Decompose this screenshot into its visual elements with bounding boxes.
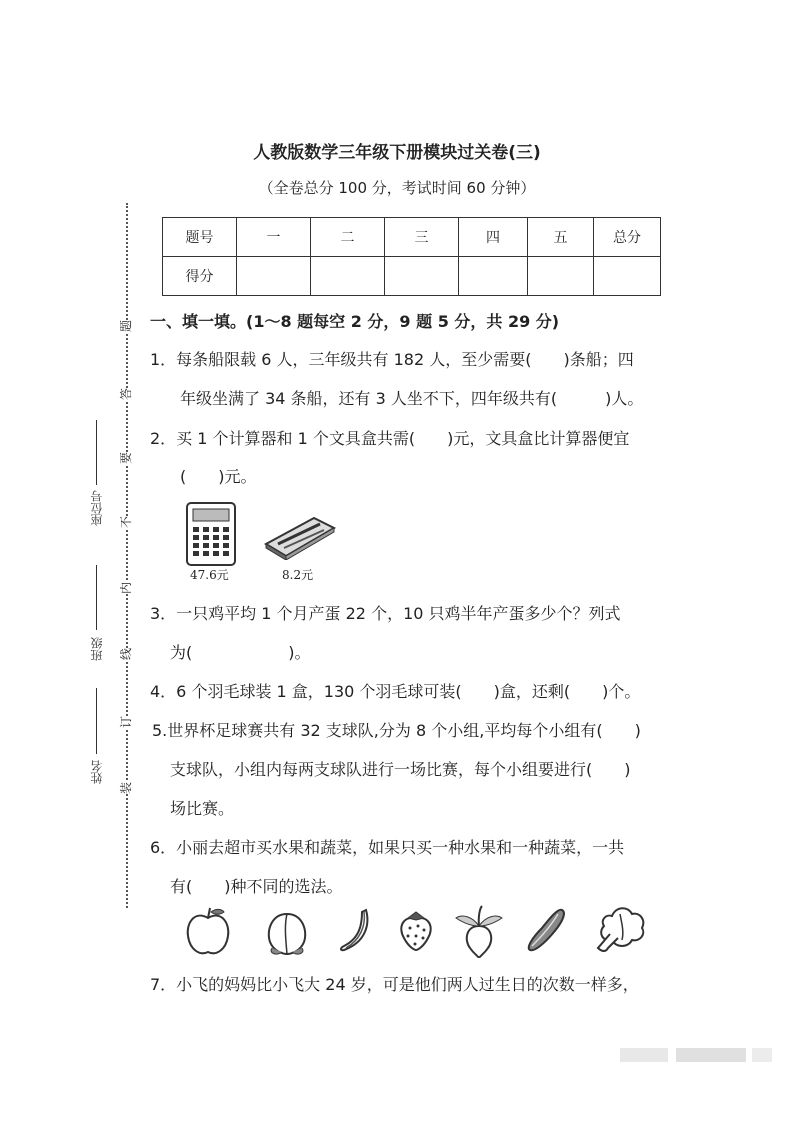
question-4-line-1: 4．6 个羽毛球装 1 盒，130 个羽毛球可装( )盒，还剩( )个。 xyxy=(150,682,641,701)
watermark-block xyxy=(676,1048,746,1062)
question-6-line-1: 6．小丽去超市买水果和蔬菜，如果只买一种水果和一种蔬菜，一共 xyxy=(150,838,625,857)
seal-char: 内 xyxy=(119,581,134,595)
calculator-icon xyxy=(186,502,236,566)
question-2-line-1: 2．买 1 个计算器和 1 个文具盒共需( )元，文具盒比计算器便宜 xyxy=(150,429,630,448)
banana-icon xyxy=(338,908,372,954)
score-cell: 五 xyxy=(528,218,594,257)
score-cell: 得分 xyxy=(163,257,237,296)
pencil-box-price: 8.2元 xyxy=(282,568,314,582)
binding-dotted-line xyxy=(126,203,128,908)
strawberry-icon xyxy=(396,908,436,952)
seal-char: 订 xyxy=(119,715,134,729)
question-3-line-1: 3．一只鸡平均 1 个月产蛋 22 个，10 只鸡半年产蛋多少个？列式 xyxy=(150,604,621,623)
score-table-score-row xyxy=(163,257,661,296)
name-field[interactable] xyxy=(96,688,97,754)
score-input-cell[interactable] xyxy=(459,257,528,296)
score-cell: 三 xyxy=(385,218,459,257)
score-table xyxy=(162,217,661,296)
question-7-line-1: 7．小飞的妈妈比小飞大 24 岁，可是他们两人过生日的次数一样多， xyxy=(150,975,639,994)
cucumber-icon xyxy=(524,906,568,954)
seal-char: 答 xyxy=(119,387,134,401)
page-subtitle: （全卷总分 100 分，考试时间 60 分钟） xyxy=(258,179,536,197)
class-field[interactable] xyxy=(96,565,97,630)
pencil-box-icon xyxy=(262,514,336,560)
name-label: 姓名 xyxy=(90,760,104,784)
question-5-line-1: 5.世界杯足球赛共有 32 支球队,分为 8 个小组,平均每个小组有( ) xyxy=(152,721,641,740)
radish-icon xyxy=(454,904,504,958)
peach-icon xyxy=(264,906,310,958)
seal-char: 线 xyxy=(119,647,134,661)
question-2-line-2: ( )元。 xyxy=(180,467,257,486)
seat-number-field[interactable] xyxy=(96,420,97,485)
score-cell: 一 xyxy=(237,218,311,257)
score-cell: 四 xyxy=(459,218,528,257)
seat-number-label: 座位号 xyxy=(90,490,104,526)
question-5-line-2: 支球队，小组内每两支球队进行一场比赛，每个小组要进行( ) xyxy=(170,760,631,779)
score-cell: 二 xyxy=(311,218,385,257)
watermark-block xyxy=(752,1048,772,1062)
question-5-line-3: 场比赛。 xyxy=(170,799,235,818)
watermark-block xyxy=(620,1048,668,1062)
seal-char: 要 xyxy=(119,451,134,465)
score-cell: 题号 xyxy=(163,218,237,257)
score-cell: 总分 xyxy=(594,218,661,257)
score-input-cell[interactable] xyxy=(594,257,661,296)
seal-char: 装 xyxy=(119,781,134,795)
question-1-line-1: 1．每条船限载 6 人，三年级共有 182 人，至少需要( )条船；四 xyxy=(150,350,634,369)
question-3-line-2: 为( )。 xyxy=(170,643,311,662)
calculator-price: 47.6元 xyxy=(190,568,229,582)
score-input-cell[interactable] xyxy=(528,257,594,296)
score-input-cell[interactable] xyxy=(311,257,385,296)
page-title: 人教版数学三年级下册模块过关卷(三) xyxy=(253,143,541,163)
seal-char: 不 xyxy=(119,515,134,529)
class-label: 班级 xyxy=(90,637,104,661)
cabbage-icon xyxy=(594,904,648,956)
question-6-line-2: 有( )种不同的选法。 xyxy=(170,877,343,896)
score-input-cell[interactable] xyxy=(385,257,459,296)
score-input-cell[interactable] xyxy=(237,257,311,296)
question-1-line-2: 年级坐满了 34 条船，还有 3 人坐不下，四年级共有( )人。 xyxy=(180,389,644,408)
apple-icon xyxy=(184,906,232,958)
section-heading: 一、填一填。(1～8 题每空 2 分，9 题 5 分，共 29 分) xyxy=(150,312,560,331)
seal-char: 题 xyxy=(119,319,134,333)
score-table-header-row xyxy=(163,218,661,257)
